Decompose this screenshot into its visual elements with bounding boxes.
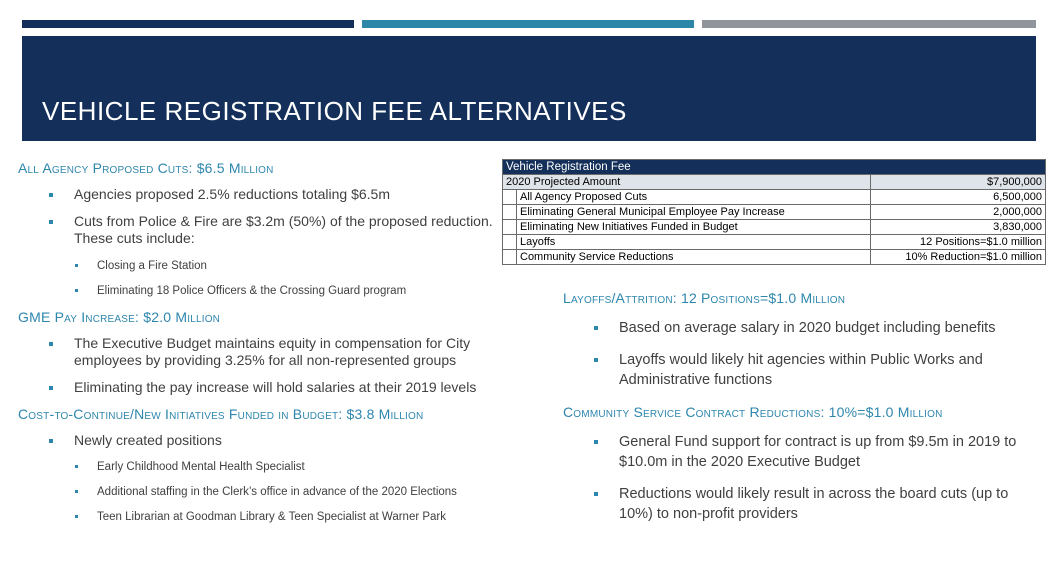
sub-list-item: Eliminating 18 Police Officers & the Crossing Guard program — [18, 284, 508, 298]
list-item: Based on average salary in 2020 budget including benefits — [563, 318, 1033, 338]
slide-title: VEHICLE REGISTRATION FEE ALTERNATIVES — [42, 96, 627, 126]
accent-bar-gray — [702, 20, 1036, 28]
accent-bar-navy — [22, 20, 354, 28]
table-header: Vehicle Registration Fee — [503, 160, 1046, 175]
sub-list-item: Early Childhood Mental Health Specialist — [18, 460, 508, 474]
table-cell-amount: $7,900,000 — [871, 175, 1046, 190]
table-row — [503, 235, 1046, 250]
table-cell-amount: 3,830,000 — [871, 220, 1046, 235]
table-indent-cell — [503, 220, 517, 235]
list-item: Layoffs would likely hit agencies within Public Works and Administrative functions — [563, 350, 1033, 390]
bullet-list — [18, 432, 508, 524]
table-indent-cell — [503, 250, 517, 265]
table-cell-label: Eliminating New Initiatives Funded in Budget — [517, 220, 871, 235]
sub-list-item: Additional staffing in the Clerk’s office in advance of the 2020 Elections — [18, 485, 508, 499]
table-indent-cell — [503, 190, 517, 205]
bullet-list — [18, 335, 508, 396]
section-heading: Layoffs/Attrition: 12 Positions=$1.0 Million — [563, 290, 846, 306]
table-cell-amount: 12 Positions=$1.0 million — [871, 235, 1046, 250]
section-heading: Community Service Contract Reductions: 10%=$1.0 Million — [563, 404, 943, 420]
table-header-row — [503, 160, 1046, 175]
table-cell-amount: 2,000,000 — [871, 205, 1046, 220]
table-cell-label: Eliminating General Municipal Employee Pay Increase — [517, 205, 871, 220]
sub-list-item: Closing a Fire Station — [18, 259, 508, 273]
bullet-list — [18, 186, 508, 298]
table-indent-cell — [503, 235, 517, 250]
bullet-list — [563, 432, 1033, 524]
list-item: Reductions would likely result in across the board cuts (up to 10%) to non-profit providers — [563, 484, 1033, 524]
accent-bar-teal — [362, 20, 694, 28]
left-column — [18, 160, 508, 524]
table-cell-label: Layoffs — [517, 235, 871, 250]
section-heading: All Agency Proposed Cuts: $6.5 Million — [18, 160, 274, 176]
list-item: Agencies proposed 2.5% reductions totaling $6.5m — [18, 186, 508, 203]
fee-table — [502, 159, 1046, 265]
section-heading: Cost-to-Continue/New Initiatives Funded in Budget: $3.8 Million — [18, 406, 424, 422]
sub-list-item: Teen Librarian at Goodman Library & Teen Specialist at Warner Park — [18, 510, 508, 524]
table-indent-cell — [503, 205, 517, 220]
table-cell-label: All Agency Proposed Cuts — [517, 190, 871, 205]
list-item: General Fund support for contract is up from $9.5m in 2019 to $10.0m in the 2020 Executive Budget — [563, 432, 1033, 472]
bullet-list — [563, 318, 1033, 390]
right-column — [563, 290, 1033, 524]
list-item: Newly created positions — [18, 432, 508, 449]
table-row — [503, 175, 1046, 190]
table-row — [503, 205, 1046, 220]
list-item: The Executive Budget maintains equity in compensation for City employees by providing 3.25% for all non-represented groups — [18, 335, 508, 369]
table-row — [503, 190, 1046, 205]
table-cell-label: 2020 Projected Amount — [503, 175, 871, 190]
table-cell-amount: 10% Reduction=$1.0 million — [871, 250, 1046, 265]
table-row — [503, 220, 1046, 235]
list-item: Eliminating the pay increase will hold salaries at their 2019 levels — [18, 379, 508, 396]
list-item: Cuts from Police & Fire are $3.2m (50%) of the proposed reduction. These cuts include: — [18, 213, 508, 247]
table-row — [503, 250, 1046, 265]
table-cell-label: Community Service Reductions — [517, 250, 871, 265]
section-heading: GME Pay Increase: $2.0 Million — [18, 309, 221, 325]
title-banner — [22, 36, 1036, 141]
table-cell-amount: 6,500,000 — [871, 190, 1046, 205]
